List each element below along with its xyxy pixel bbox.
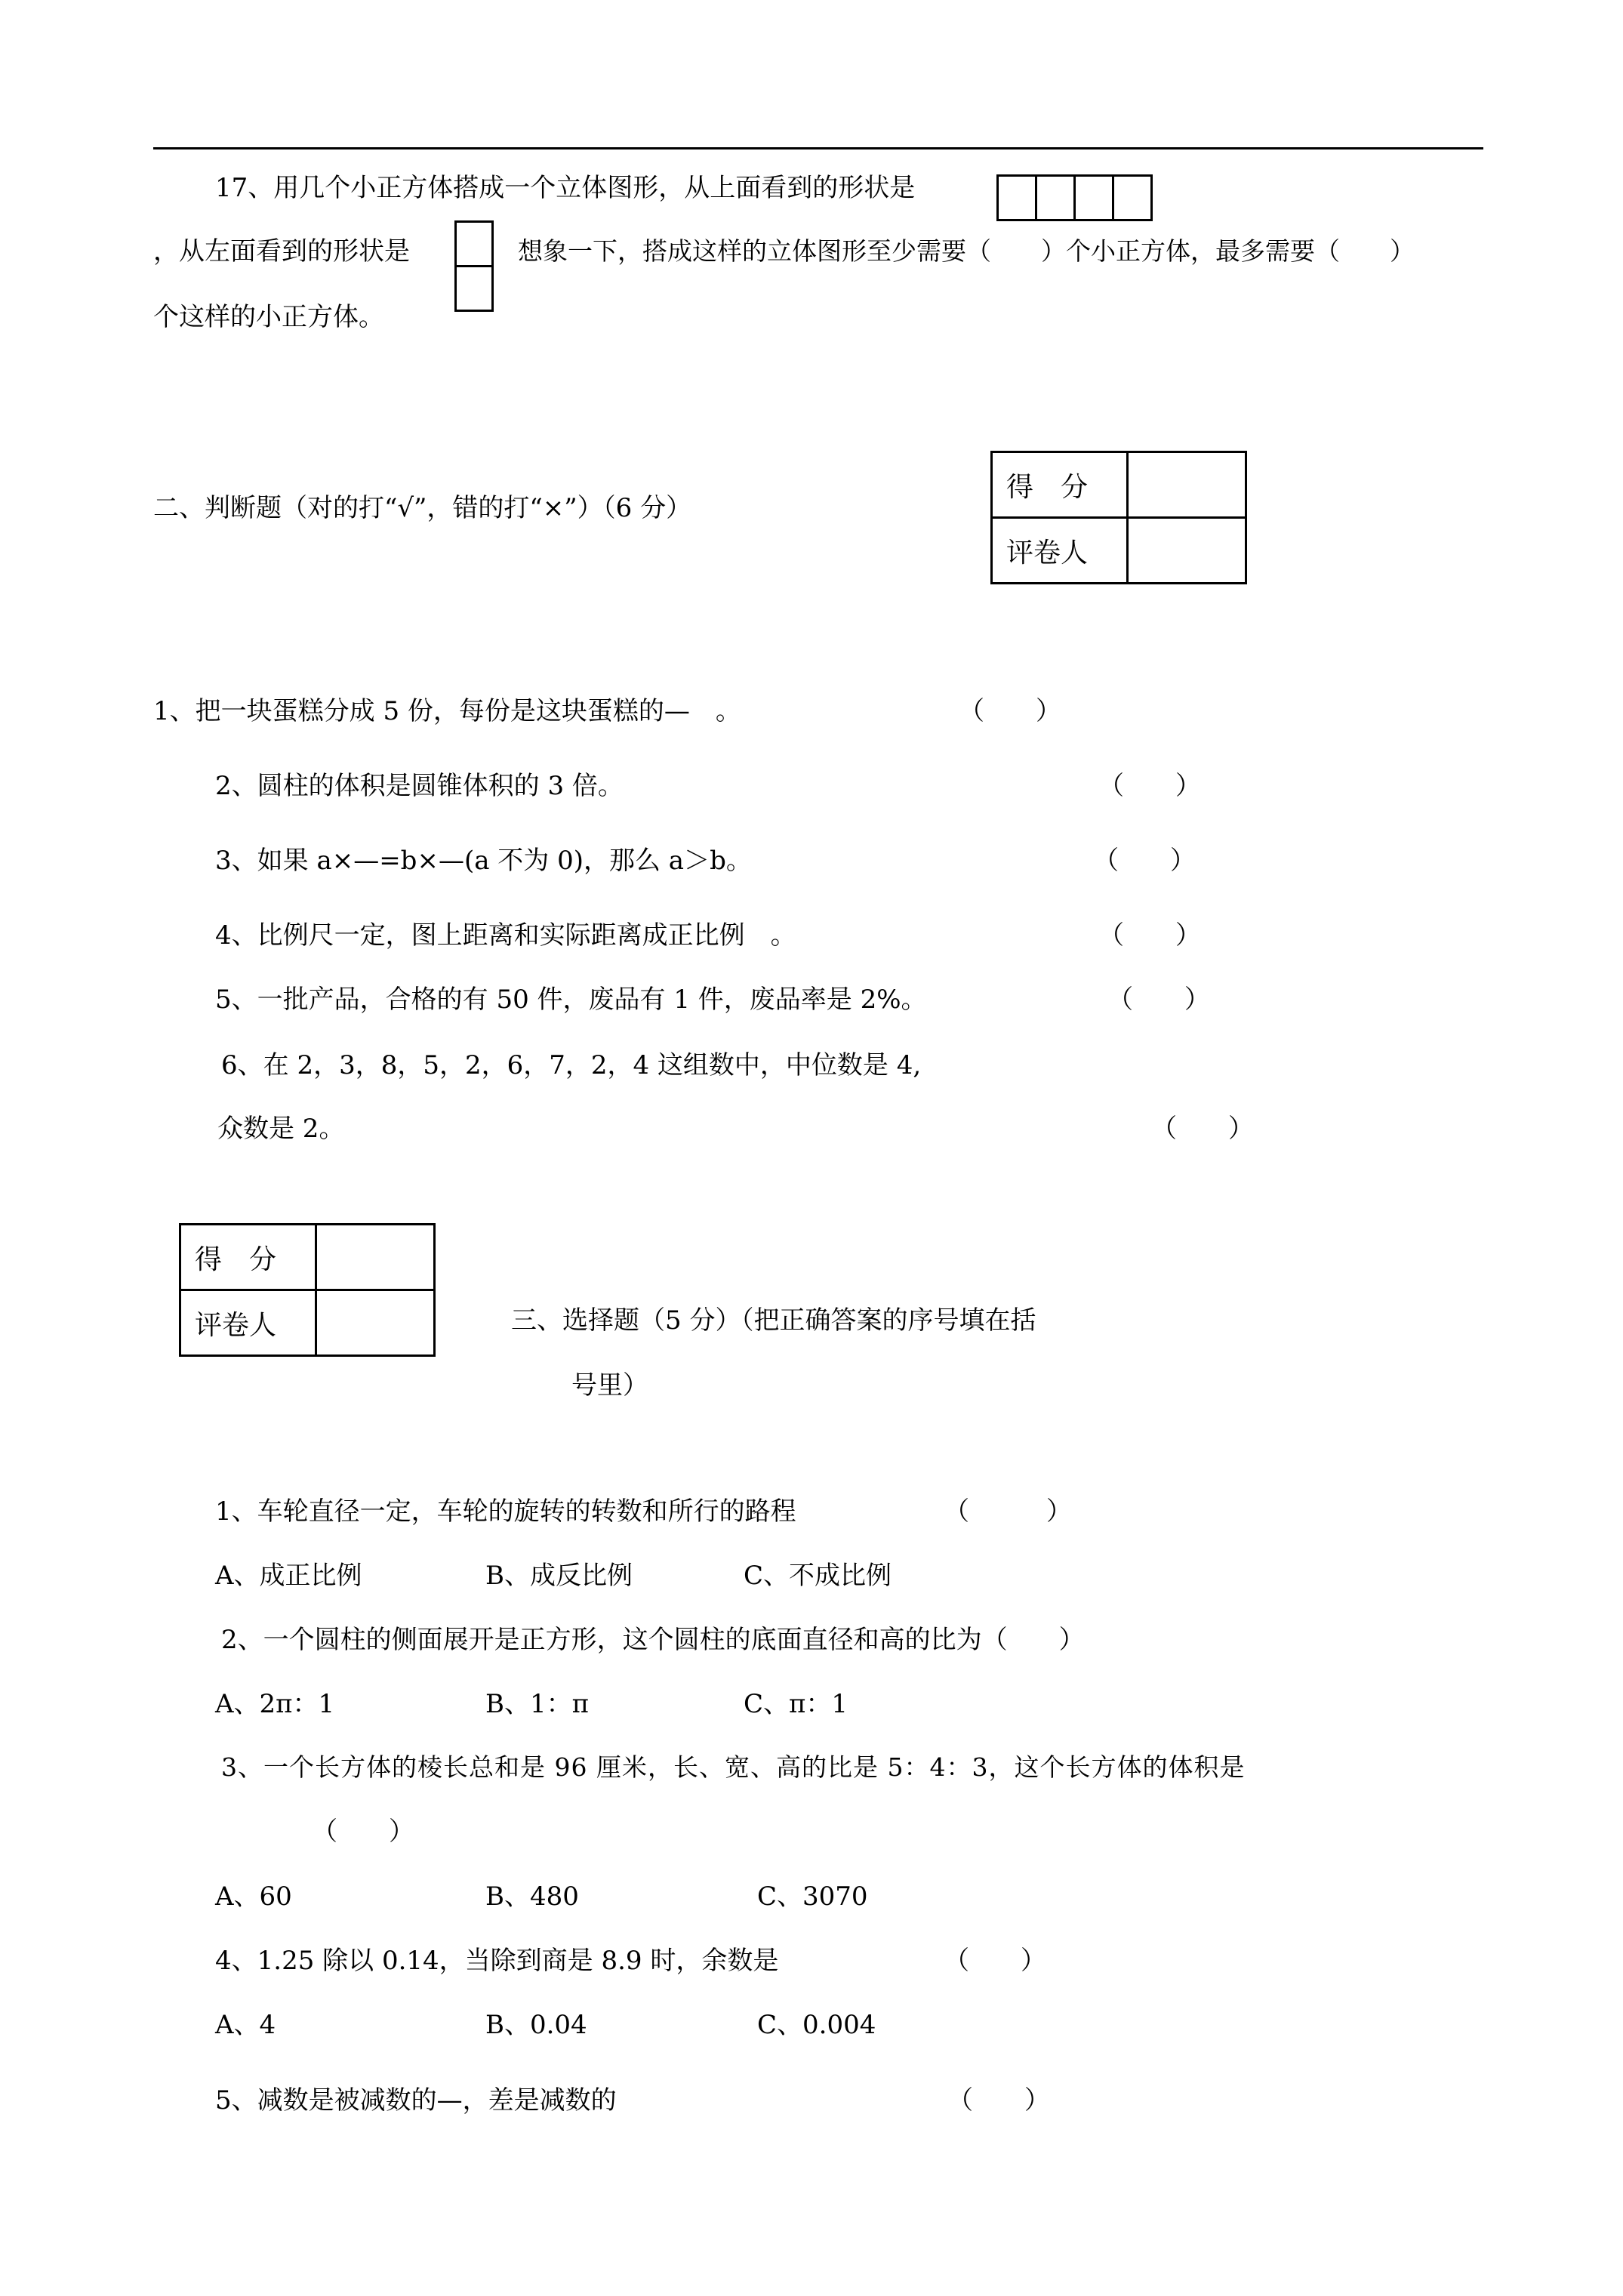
choice-q1-option-a: A、成正比例 xyxy=(215,1561,362,1591)
judge-answer-3[interactable]: （ ） xyxy=(1093,846,1196,876)
choice-q4-answer[interactable]: （ ） xyxy=(944,1946,1046,1976)
judge-item-6: 6、在 2，3，8，5，2，6，7，2，4 这组数中，中位数是 4, xyxy=(221,1050,922,1080)
judge-item-4: 4、比例尺一定，图上距离和实际距离成正比例 。 xyxy=(215,920,796,951)
score-label: 得 分 xyxy=(180,1225,316,1290)
top-rule xyxy=(153,147,1483,149)
choice-q5-stem: 5、减数是被减数的—，差是减数的 xyxy=(215,2085,617,2116)
score-label: 得 分 xyxy=(992,452,1128,518)
section2-score-table xyxy=(990,451,1247,584)
left-view-figure xyxy=(454,220,494,312)
choice-q3-answer[interactable]: （ ） xyxy=(312,1817,414,1847)
choice-q4-option-b: B、0.04 xyxy=(485,2010,587,2040)
q17-line2-end: 想象一下，搭成这样的立体图形至少需要（ ）个小正方体，最多需要（ ） xyxy=(518,236,1415,266)
choice-q5-answer[interactable]: （ ） xyxy=(947,2085,1050,2116)
judge-answer-1[interactable]: （ ） xyxy=(959,696,1061,726)
judge-item-6-cont: 众数是 2。 xyxy=(217,1114,345,1144)
choice-q2-stem: 2、一个圆柱的侧面展开是正方形，这个圆柱的底面直径和高的比为（ ） xyxy=(221,1625,1085,1655)
q17-line1: 17、用几个小正方体搭成一个立体图形，从上面看到的形状是 xyxy=(215,173,916,203)
choice-q2-option-c: C、π：1 xyxy=(744,1689,848,1719)
choice-q4-option-c: C、0.004 xyxy=(757,2010,876,2040)
top-view-figure xyxy=(996,174,1153,221)
top-view-square xyxy=(999,177,1037,219)
score-field[interactable] xyxy=(316,1225,435,1290)
judge-answer-5[interactable]: （ ） xyxy=(1107,985,1210,1015)
choice-q1-answer[interactable]: （ ） xyxy=(944,1496,1072,1527)
choice-q2-option-a: A、2π：1 xyxy=(215,1689,335,1719)
q17-line3: 个这样的小正方体。 xyxy=(153,302,384,332)
judge-item-5: 5、一批产品，合格的有 50 件，废品有 1 件，废品率是 2%。 xyxy=(215,985,927,1015)
section3-title: 三、选择题（5 分）（把正确答案的序号填在括 xyxy=(511,1305,1036,1336)
grader-field[interactable] xyxy=(1128,518,1246,584)
judge-item-3: 3、如果 a×—=b×—(a 不为 0)，那么 a＞b。 xyxy=(215,846,752,876)
judge-item-1: 1、把一块蛋糕分成 5 份，每份是这块蛋糕的— 。 xyxy=(153,696,741,726)
choice-q2-option-b: B、1：π xyxy=(485,1689,589,1719)
top-view-square xyxy=(1037,177,1076,219)
section3-score-table xyxy=(179,1223,436,1357)
choice-q4-stem: 4、1.25 除以 0.14，当除到商是 8.9 时，余数是 xyxy=(215,1946,779,1976)
choice-q4-option-a: A、4 xyxy=(215,2010,276,2040)
judge-answer-4[interactable]: （ ） xyxy=(1098,920,1201,951)
grader-label: 评卷人 xyxy=(992,518,1128,584)
judge-item-2: 2、圆柱的体积是圆锥体积的 3 倍。 xyxy=(215,771,624,801)
choice-q1-option-c: C、不成比例 xyxy=(744,1561,892,1591)
top-view-square xyxy=(1114,177,1150,219)
top-view-square xyxy=(1076,177,1114,219)
judge-answer-2[interactable]: （ ） xyxy=(1098,771,1201,801)
section2-title: 二、判断题（对的打“√”，错的打“×”）（6 分） xyxy=(153,493,692,523)
choice-q3-option-b: B、480 xyxy=(485,1881,579,1912)
choice-q3-option-a: A、60 xyxy=(215,1881,292,1912)
choice-q1-option-b: B、成反比例 xyxy=(485,1561,633,1591)
judge-answer-6[interactable]: （ ） xyxy=(1151,1114,1254,1144)
choice-q3-stem: 3、一个长方体的棱长总和是 96 厘米，长、宽、高的比是 5：4：3，这个长方体的体积是 xyxy=(221,1752,1246,1782)
grader-label: 评卷人 xyxy=(180,1290,316,1356)
section3-title-cont: 号里） xyxy=(571,1370,648,1401)
choice-q3-option-c: C、3070 xyxy=(757,1881,868,1912)
grader-field[interactable] xyxy=(316,1290,435,1356)
choice-q1-stem: 1、车轮直径一定，车轮的旋转的转数和所行的路程 xyxy=(215,1496,796,1527)
left-view-square xyxy=(457,267,491,310)
score-field[interactable] xyxy=(1128,452,1246,518)
left-view-square xyxy=(457,223,491,267)
q17-line2-start: ，从左面看到的形状是 xyxy=(153,236,410,267)
